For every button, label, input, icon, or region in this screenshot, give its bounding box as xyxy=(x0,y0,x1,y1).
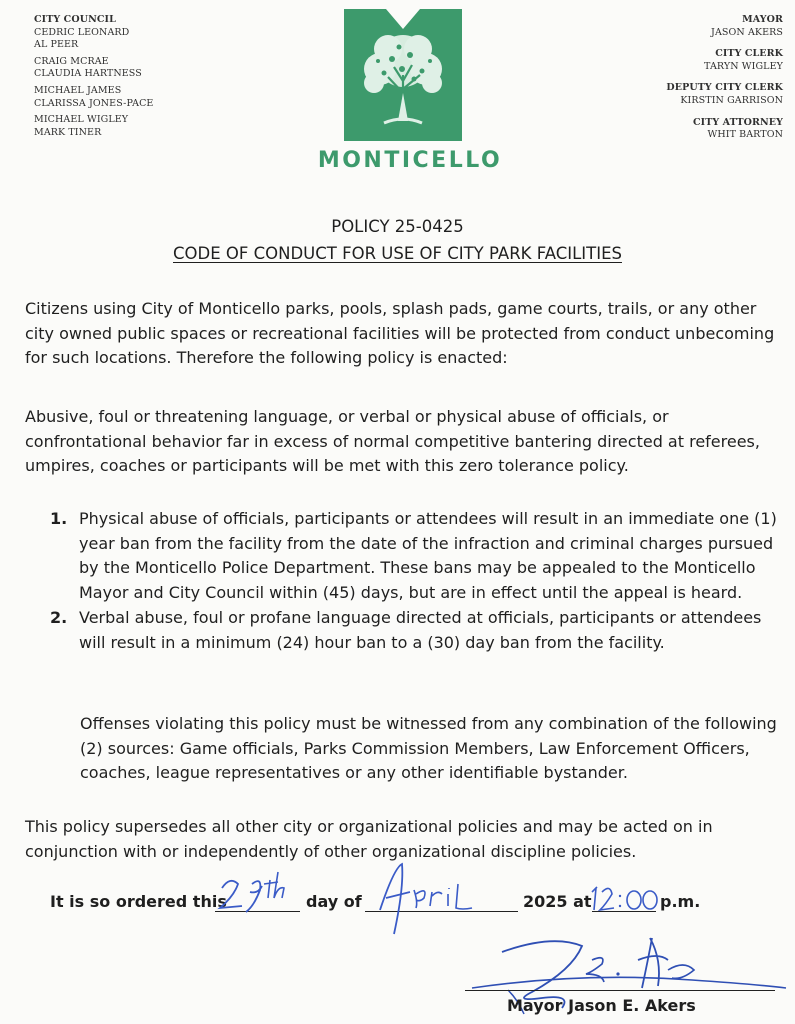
month-blank xyxy=(365,911,518,912)
policy-title: CODE OF CONDUCT FOR USE OF CITY PARK FACILITIES xyxy=(173,244,622,263)
signer-name: Mayor Jason E. Akers xyxy=(507,996,696,1015)
day-blank xyxy=(215,911,300,912)
order-prefix: It is so ordered this xyxy=(50,892,227,911)
time-blank xyxy=(592,911,656,912)
council-group-1 xyxy=(34,14,264,52)
handwritten-month xyxy=(372,858,492,940)
council-member: AL PEER xyxy=(34,39,79,51)
officials-list xyxy=(553,14,783,151)
list-number: 1. xyxy=(50,509,68,528)
council-member: CRAIG MCRAE xyxy=(34,55,109,67)
list-text: Physical abuse of officials, participants or attendees will result in an immediate one (1) year ban from the facility from the date of the infraction and criminal charges pursued by the Monticello Police Department. These bans may be appealed to the Monticello Mayor and City Council within (45) days, but are in effect until the appeal is heard. xyxy=(79,509,777,603)
council-list xyxy=(34,14,264,143)
intro-paragraph: Citizens using City of Monticello parks, pools, splash pads, game courts, trails, or any other city owned public spaces or recreational facilities will be protected from conduct unbecoming for such locations. Therefore the following policy is enacted: xyxy=(25,299,775,368)
list-item xyxy=(50,507,790,606)
list-text: Verbal abuse, foul or profane language directed at officials, participants or attendees will result in a minimum (24) hour ban to a (30) day ban from the facility. xyxy=(79,607,762,652)
council-group-2 xyxy=(34,56,264,81)
council-member: CLAUDIA HARTNESS xyxy=(34,68,142,80)
council-member: MARK TINER xyxy=(34,126,102,138)
tree-icon xyxy=(344,9,462,141)
logo-wordmark: MONTICELLO xyxy=(317,148,503,173)
day-label: day of xyxy=(306,892,362,911)
order-line xyxy=(50,892,227,911)
ampm-label: p.m. xyxy=(660,892,701,911)
official-name: KIRSTIN GARRISON xyxy=(680,94,783,106)
official-name: WHIT BARTON xyxy=(707,129,783,141)
official-city-attorney xyxy=(553,117,783,142)
official-title: DEPUTY CITY CLERK xyxy=(666,82,783,94)
official-mayor xyxy=(553,14,783,39)
council-heading: CITY COUNCIL xyxy=(34,14,116,25)
official-name: TARYN WIGLEY xyxy=(704,60,783,72)
statement-paragraph: Abusive, foul or threatening language, or verbal or physical abuse of officials, or confrontational behavior far in excess of normal competitive bantering directed at referees, umpires, coaches or participants will be met with this zero tolerance policy. xyxy=(25,407,760,476)
witness-paragraph: Offenses violating this policy must be witnessed from any combination of the following (2) sources: Game officials, Parks Commission Members, Law Enforcement Officers, coaches, league representatives or any other identifiable bystander. xyxy=(80,714,777,783)
council-member: CEDRIC LEONARD xyxy=(34,26,130,38)
official-name: JASON AKERS xyxy=(711,26,783,38)
council-member: CLARISSA JONES-PACE xyxy=(34,97,154,109)
official-title: CITY ATTORNEY xyxy=(693,116,783,128)
supersedes-paragraph: This policy supersedes all other city or organizational policies and may be acted on in conjunction with or independently of other organizational discipline policies. xyxy=(25,817,713,861)
list-item xyxy=(50,606,790,655)
council-group-3 xyxy=(34,85,264,110)
signature-line xyxy=(465,990,775,991)
policy-number: POLICY 25-0425 xyxy=(331,217,464,236)
year-label: 2025 at xyxy=(523,892,592,911)
penalty-list xyxy=(50,507,790,655)
list-number: 2. xyxy=(50,607,68,627)
official-city-clerk xyxy=(553,48,783,73)
council-member: MICHAEL JAMES xyxy=(34,84,122,96)
council-group-4 xyxy=(34,114,264,139)
council-member: MICHAEL WIGLEY xyxy=(34,114,129,126)
official-title: CITY CLERK xyxy=(715,48,783,60)
official-title: MAYOR xyxy=(742,14,783,25)
official-deputy-clerk xyxy=(553,82,783,107)
